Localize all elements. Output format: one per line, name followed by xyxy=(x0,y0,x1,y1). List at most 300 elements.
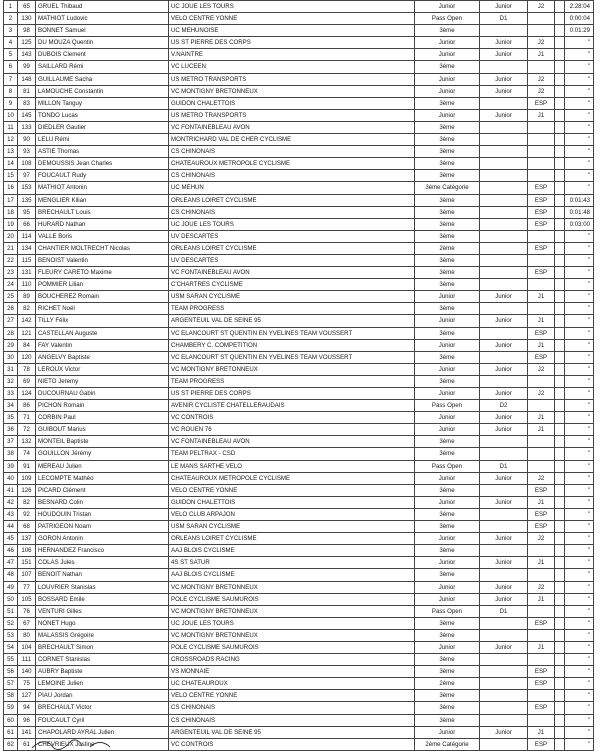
rank-cell: 3 xyxy=(4,25,18,37)
class-cell xyxy=(480,254,528,266)
rank-cell: 60 xyxy=(4,714,18,726)
blank-cell xyxy=(555,605,565,617)
rider-name-cell: PICHON Romain xyxy=(36,400,169,412)
class-cell: D1 xyxy=(480,13,528,25)
club-cell: UC JOUE LES TOURS xyxy=(169,1,415,13)
class-cell xyxy=(480,545,528,557)
club-cell: VC MONTIGNY BRETONNEUX xyxy=(169,363,415,375)
blank-cell xyxy=(555,351,565,363)
rider-name-cell: BENOIST Valentin xyxy=(36,254,169,266)
rank-cell: 17 xyxy=(4,194,18,206)
bib-cell: 94 xyxy=(18,702,36,714)
class-cell xyxy=(480,327,528,339)
table-row xyxy=(4,242,594,254)
category-cell: Junior xyxy=(415,85,480,97)
club-cell: CS CHINONAIS xyxy=(169,146,415,158)
blank-cell xyxy=(555,581,565,593)
bib-cell: 72 xyxy=(18,424,36,436)
time-cell: " xyxy=(565,388,594,400)
bib-cell: 108 xyxy=(18,158,36,170)
rider-name-cell: ANGELVY Baptiste xyxy=(36,351,169,363)
rider-name-cell: NIETO Jeremy xyxy=(36,375,169,387)
category-cell: 3ème xyxy=(415,61,480,73)
bib-cell: 148 xyxy=(18,73,36,85)
bib-cell: 114 xyxy=(18,230,36,242)
blank-cell xyxy=(555,254,565,266)
age-cell: J1 xyxy=(528,641,555,653)
bib-cell: 105 xyxy=(18,593,36,605)
time-cell: " xyxy=(565,581,594,593)
table-row xyxy=(4,158,594,170)
age-cell xyxy=(528,158,555,170)
table-row xyxy=(4,690,594,702)
category-cell: 3ème xyxy=(415,279,480,291)
rider-name-cell: DUBOIS Clement xyxy=(36,49,169,61)
time-cell: " xyxy=(565,109,594,121)
category-cell: Junior xyxy=(415,533,480,545)
blank-cell xyxy=(555,279,565,291)
bib-cell: 134 xyxy=(18,242,36,254)
rank-cell: 4 xyxy=(4,37,18,49)
blank-cell xyxy=(555,158,565,170)
bib-cell: 106 xyxy=(18,545,36,557)
age-cell xyxy=(528,605,555,617)
time-cell: 2:28:04 xyxy=(565,1,594,13)
bib-cell: 115 xyxy=(18,254,36,266)
class-cell xyxy=(480,97,528,109)
rank-cell: 7 xyxy=(4,73,18,85)
table-row xyxy=(4,375,594,387)
bib-cell: 61 xyxy=(18,738,36,750)
rank-cell: 23 xyxy=(4,267,18,279)
age-cell xyxy=(528,254,555,266)
rank-cell: 6 xyxy=(4,61,18,73)
bib-cell: 82 xyxy=(18,496,36,508)
bib-cell: 75 xyxy=(18,678,36,690)
rank-cell: 50 xyxy=(4,593,18,605)
rider-name-cell: TILLY Félix xyxy=(36,315,169,327)
category-cell: 3ème xyxy=(415,690,480,702)
rider-name-cell: RICHET Noël xyxy=(36,303,169,315)
class-cell xyxy=(480,678,528,690)
bib-cell: 107 xyxy=(18,569,36,581)
age-cell: J2 xyxy=(528,85,555,97)
blank-cell xyxy=(555,25,565,37)
table-row xyxy=(4,291,594,303)
rider-name-cell: GOUILLON Jérémy xyxy=(36,448,169,460)
blank-cell xyxy=(555,267,565,279)
table-row xyxy=(4,508,594,520)
category-cell: 3ème xyxy=(415,218,480,230)
bib-cell: 91 xyxy=(18,460,36,472)
category-cell: 3ème xyxy=(415,97,480,109)
time-cell: " xyxy=(565,593,594,605)
class-cell xyxy=(480,484,528,496)
class-cell xyxy=(480,738,528,750)
bib-cell: 143 xyxy=(18,49,36,61)
table-row xyxy=(4,279,594,291)
age-cell: J1 xyxy=(528,496,555,508)
rank-cell: 33 xyxy=(4,388,18,400)
blank-cell xyxy=(555,218,565,230)
bib-cell: 104 xyxy=(18,641,36,653)
class-cell xyxy=(480,121,528,133)
age-cell: ESP xyxy=(528,666,555,678)
rank-cell: 24 xyxy=(4,279,18,291)
time-cell: " xyxy=(565,242,594,254)
rank-cell: 34 xyxy=(4,400,18,412)
blank-cell xyxy=(555,37,565,49)
time-cell: 0:01:29 xyxy=(565,25,594,37)
bib-cell: 69 xyxy=(18,375,36,387)
rider-name-cell: NONET Hugo xyxy=(36,617,169,629)
table-row xyxy=(4,182,594,194)
table-row xyxy=(4,436,594,448)
club-cell: ORLEANS LOIRET CYCLISME xyxy=(169,242,415,254)
club-cell: CHATEAUROUX METROPOLE CYCLISME xyxy=(169,158,415,170)
table-row xyxy=(4,496,594,508)
table-row xyxy=(4,194,594,206)
club-cell: CHATEAUROUX METROPOLE CYCLISME xyxy=(169,472,415,484)
blank-cell xyxy=(555,182,565,194)
category-cell: 3ème xyxy=(415,702,480,714)
rank-cell: 19 xyxy=(4,218,18,230)
category-cell: 3ème xyxy=(415,436,480,448)
club-cell: VC MONTIGNY BRETONNEUX xyxy=(169,629,415,641)
rank-cell: 10 xyxy=(4,109,18,121)
time-cell: " xyxy=(565,121,594,133)
rider-name-cell: MILLON Tanguy xyxy=(36,97,169,109)
time-cell: " xyxy=(565,327,594,339)
table-row xyxy=(4,61,594,73)
club-cell: CHAMBERY C. COMPETITION xyxy=(169,339,415,351)
bib-cell: 153 xyxy=(18,182,36,194)
table-row xyxy=(4,170,594,182)
table-row xyxy=(4,121,594,133)
category-cell: Junior xyxy=(415,726,480,738)
time-cell: " xyxy=(565,412,594,424)
rank-cell: 44 xyxy=(4,521,18,533)
category-cell: Junior xyxy=(415,339,480,351)
rider-name-cell: BESNARD Colin xyxy=(36,496,169,508)
rank-cell: 53 xyxy=(4,629,18,641)
time-cell: " xyxy=(565,375,594,387)
rider-name-cell: GORON Antonin xyxy=(36,533,169,545)
bib-cell: 93 xyxy=(18,146,36,158)
age-cell: J1 xyxy=(528,412,555,424)
table-row xyxy=(4,617,594,629)
time-cell: " xyxy=(565,533,594,545)
class-cell: Junior xyxy=(480,424,528,436)
age-cell: J1 xyxy=(528,557,555,569)
club-cell: UC MEHUNOISE xyxy=(169,25,415,37)
club-cell: ARGENTEUIL VAL DE SEINE 95 xyxy=(169,315,415,327)
club-cell: AAJ BLOIS CYCLISME xyxy=(169,569,415,581)
table-row xyxy=(4,654,594,666)
club-cell: MONTRICHARD VAL DE CHER CYCLISME xyxy=(169,134,415,146)
category-cell: 3ème xyxy=(415,25,480,37)
club-cell: CS CHINONAIS xyxy=(169,702,415,714)
blank-cell xyxy=(555,230,565,242)
class-cell: Junior xyxy=(480,533,528,545)
age-cell: ESP xyxy=(528,206,555,218)
table-row xyxy=(4,545,594,557)
rider-name-cell: AUBRY Baptiste xyxy=(36,666,169,678)
bib-cell: 84 xyxy=(18,339,36,351)
club-cell: VC MONTIGNY BRETONNEUX xyxy=(169,581,415,593)
bib-cell: 151 xyxy=(18,557,36,569)
category-cell: 3ème xyxy=(415,714,480,726)
blank-cell xyxy=(555,400,565,412)
time-cell: " xyxy=(565,726,594,738)
category-cell: 2ème Catégorie xyxy=(415,738,480,750)
club-cell: UV DESCARTES xyxy=(169,230,415,242)
time-cell: " xyxy=(565,339,594,351)
class-cell xyxy=(480,194,528,206)
blank-cell xyxy=(555,738,565,750)
table-row xyxy=(4,25,594,37)
rank-cell: 30 xyxy=(4,351,18,363)
time-cell: 0:03:00 xyxy=(565,218,594,230)
category-cell: 3ème xyxy=(415,448,480,460)
age-cell: J2 xyxy=(528,1,555,13)
rider-name-cell: CHEVRIEUX Justine xyxy=(36,738,169,750)
rider-name-cell: CHANTIER MOLTRECHT Nicolas xyxy=(36,242,169,254)
table-row xyxy=(4,714,594,726)
club-cell: VC FONTAINEBLEAU AVON xyxy=(169,436,415,448)
class-cell xyxy=(480,182,528,194)
signature-scribble xyxy=(30,738,130,750)
time-cell: " xyxy=(565,279,594,291)
age-cell xyxy=(528,134,555,146)
age-cell: J2 xyxy=(528,533,555,545)
time-cell: " xyxy=(565,37,594,49)
blank-cell xyxy=(555,146,565,158)
rider-name-cell: PICARD Clément xyxy=(36,484,169,496)
blank-cell xyxy=(555,472,565,484)
club-cell: VC MONTIGNY BRETONNEUX xyxy=(169,85,415,97)
results-sheet xyxy=(3,0,593,751)
age-cell xyxy=(528,569,555,581)
class-cell: Junior xyxy=(480,315,528,327)
blank-cell xyxy=(555,388,565,400)
table-row xyxy=(4,303,594,315)
rider-name-cell: GRUEL Thibaud xyxy=(36,1,169,13)
rank-cell: 8 xyxy=(4,85,18,97)
club-cell: VC ROUEN 76 xyxy=(169,424,415,436)
bib-cell: 96 xyxy=(18,714,36,726)
time-cell: " xyxy=(565,484,594,496)
rider-name-cell: BRECHAULT Victor xyxy=(36,702,169,714)
age-cell: J1 xyxy=(528,593,555,605)
table-row xyxy=(4,351,594,363)
age-cell xyxy=(528,545,555,557)
time-cell: " xyxy=(565,170,594,182)
age-cell: J1 xyxy=(528,291,555,303)
bib-cell: 65 xyxy=(18,1,36,13)
category-cell: 3ème xyxy=(415,666,480,678)
club-cell: CS CHINONAIS xyxy=(169,206,415,218)
table-row xyxy=(4,412,594,424)
time-cell: " xyxy=(565,146,594,158)
table-row xyxy=(4,363,594,375)
club-cell: US METRO TRANSPORTS xyxy=(169,109,415,121)
class-cell: Junior xyxy=(480,593,528,605)
category-cell: 2ème xyxy=(415,242,480,254)
bib-cell: 111 xyxy=(18,654,36,666)
table-row xyxy=(4,267,594,279)
blank-cell xyxy=(555,194,565,206)
time-cell: " xyxy=(565,641,594,653)
club-cell: US ST PIERRE DES CORPS xyxy=(169,37,415,49)
age-cell xyxy=(528,400,555,412)
age-cell: J2 xyxy=(528,73,555,85)
rider-name-cell: LECOMPTE Mathéo xyxy=(36,472,169,484)
category-cell: Junior xyxy=(415,291,480,303)
bib-cell: 120 xyxy=(18,351,36,363)
rider-name-cell: BOUCHEREZ Romain xyxy=(36,291,169,303)
bib-cell: 125 xyxy=(18,37,36,49)
age-cell: ESP xyxy=(528,702,555,714)
time-cell: " xyxy=(565,521,594,533)
rank-cell: 39 xyxy=(4,460,18,472)
rank-cell: 46 xyxy=(4,545,18,557)
class-cell xyxy=(480,267,528,279)
bib-cell: 74 xyxy=(18,448,36,460)
rank-cell: 27 xyxy=(4,315,18,327)
age-cell xyxy=(528,13,555,25)
rider-name-cell: MATHIOT Antonin xyxy=(36,182,169,194)
class-cell xyxy=(480,702,528,714)
category-cell: 3ème xyxy=(415,194,480,206)
time-cell: " xyxy=(565,315,594,327)
time-cell: " xyxy=(565,448,594,460)
time-cell: " xyxy=(565,49,594,61)
rider-name-cell: LELU Rémi xyxy=(36,134,169,146)
class-cell xyxy=(480,508,528,520)
club-cell: UC JOUE LES TOURS xyxy=(169,218,415,230)
time-cell: " xyxy=(565,569,594,581)
results-rows xyxy=(4,1,594,751)
bib-cell: 83 xyxy=(18,97,36,109)
category-cell: 3ème xyxy=(415,521,480,533)
blank-cell xyxy=(555,521,565,533)
blank-cell xyxy=(555,545,565,557)
table-row xyxy=(4,400,594,412)
blank-cell xyxy=(555,593,565,605)
bib-cell: 127 xyxy=(18,690,36,702)
table-row xyxy=(4,73,594,85)
class-cell: D1 xyxy=(480,460,528,472)
blank-cell xyxy=(555,678,565,690)
category-cell: 3ème xyxy=(415,375,480,387)
age-cell: ESP xyxy=(528,242,555,254)
club-cell: AAJ BLOIS CYCLISME xyxy=(169,545,415,557)
bib-cell: 124 xyxy=(18,388,36,400)
table-row xyxy=(4,327,594,339)
bib-cell: 137 xyxy=(18,533,36,545)
blank-cell xyxy=(555,702,565,714)
blank-cell xyxy=(555,641,565,653)
rank-cell: 43 xyxy=(4,508,18,520)
age-cell: ESP xyxy=(528,267,555,279)
rank-cell: 35 xyxy=(4,412,18,424)
blank-cell xyxy=(555,460,565,472)
time-cell: 0:00:04 xyxy=(565,13,594,25)
rider-name-cell: VALLE Boris xyxy=(36,230,169,242)
class-cell xyxy=(480,351,528,363)
time-cell: " xyxy=(565,545,594,557)
club-cell: US METRO TRANSPORTS xyxy=(169,73,415,85)
class-cell: Junior xyxy=(480,37,528,49)
category-cell: Pass Open xyxy=(415,13,480,25)
club-cell: V.NAINTRE xyxy=(169,49,415,61)
table-row xyxy=(4,134,594,146)
time-cell: " xyxy=(565,424,594,436)
rider-name-cell: LEROUX Victor xyxy=(36,363,169,375)
rank-cell: 49 xyxy=(4,581,18,593)
time-cell: " xyxy=(565,267,594,279)
category-cell: Junior xyxy=(415,315,480,327)
category-cell: Junior xyxy=(415,496,480,508)
table-row xyxy=(4,388,594,400)
time-cell: " xyxy=(565,363,594,375)
rider-name-cell: GUILLAUME Sacha xyxy=(36,73,169,85)
club-cell: VC CONTROIS xyxy=(169,738,415,750)
rank-cell: 16 xyxy=(4,182,18,194)
rider-name-cell: BOSSARD Emile xyxy=(36,593,169,605)
category-cell: Junior xyxy=(415,641,480,653)
club-cell: 4S ST SATUR xyxy=(169,557,415,569)
rank-cell: 32 xyxy=(4,375,18,387)
rank-cell: 61 xyxy=(4,726,18,738)
time-cell: " xyxy=(565,605,594,617)
rank-cell: 12 xyxy=(4,134,18,146)
rank-cell: 20 xyxy=(4,230,18,242)
rider-name-cell: GUIBOUT Marius xyxy=(36,424,169,436)
time-cell: " xyxy=(565,472,594,484)
club-cell: US ST PIERRE DES CORPS xyxy=(169,388,415,400)
blank-cell xyxy=(555,617,565,629)
bib-cell: 98 xyxy=(18,25,36,37)
time-cell: " xyxy=(565,460,594,472)
class-cell xyxy=(480,629,528,641)
table-row xyxy=(4,629,594,641)
category-cell: 2ème xyxy=(415,678,480,690)
category-cell: Junior xyxy=(415,73,480,85)
table-row xyxy=(4,85,594,97)
rider-name-cell: COLAS Jules xyxy=(36,557,169,569)
category-cell: 3ème xyxy=(415,351,480,363)
category-cell: Junior xyxy=(415,412,480,424)
club-cell: GUIDON CHALETTOIS xyxy=(169,97,415,109)
time-cell: " xyxy=(565,508,594,520)
age-cell: J2 xyxy=(528,37,555,49)
table-row xyxy=(4,569,594,581)
club-cell: USM SARAN CYCLISME xyxy=(169,521,415,533)
club-cell: TEAM PELTRAX - CSD xyxy=(169,448,415,460)
time-cell: " xyxy=(565,230,594,242)
rider-name-cell: DIEDLER Gautier xyxy=(36,121,169,133)
age-cell: ESP xyxy=(528,521,555,533)
rank-cell: 26 xyxy=(4,303,18,315)
bib-cell: 99 xyxy=(18,61,36,73)
category-cell: 3ème xyxy=(415,170,480,182)
blank-cell xyxy=(555,242,565,254)
club-cell: UC CHATEAUROUX xyxy=(169,678,415,690)
category-cell: Junior xyxy=(415,49,480,61)
rank-cell: 41 xyxy=(4,484,18,496)
